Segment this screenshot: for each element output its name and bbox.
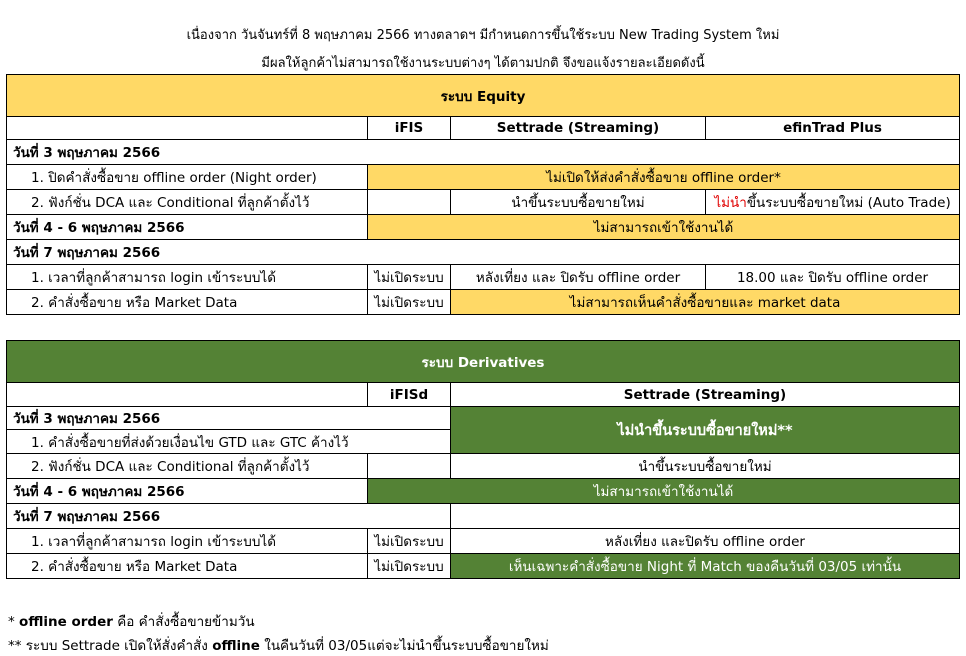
equity-date-1: วันที่ 3 พฤษภาคม 2566: [7, 140, 960, 165]
derivatives-date-2: วันที่ 4 - 6 พฤษภาคม 2566: [7, 479, 368, 504]
derivatives-row3-value: หลังเที่ยง และปิดรับ offline order: [451, 529, 960, 554]
equity-row3-settrade: หลังเที่ยง และ ปิดรับ offline order: [451, 265, 706, 290]
derivatives-date-3: วันที่ 7 พฤษภาคม 2566: [7, 504, 451, 529]
derivatives-row4-label: 2. คำสั่งซื้อขาย หรือ Market Data: [7, 554, 368, 579]
equity-row4-label: 2. คำสั่งซื้อขาย หรือ Market Data: [7, 290, 368, 315]
equity-row2-efintrad-red: ไม่นำ: [714, 195, 747, 211]
footnote-2-bold: offline: [212, 638, 260, 654]
footnote-1: [8, 610, 255, 632]
equity-date-3: วันที่ 7 พฤษภาคม 2566: [7, 240, 960, 265]
derivatives-row3-label: 1. เวลาที่ลูกค้าสามารถ login เข้าระบบได้: [7, 529, 368, 554]
derivatives-row2-value: นำขึ้นระบบซื้อขายใหม่: [451, 454, 960, 479]
equity-header-settrade: Settrade (Streaming): [451, 117, 706, 140]
derivatives-row12-value: ไม่นำขึ้นระบบซื้อขายใหม่**: [451, 407, 960, 454]
equity-row3-label: 1. เวลาที่ลูกค้าสามารถ login เข้าระบบได้: [7, 265, 368, 290]
derivatives-table: [6, 340, 960, 579]
equity-header-efintrad: efinTrad Plus: [706, 117, 960, 140]
derivatives-header-settrade: Settrade (Streaming): [451, 383, 960, 407]
intro-line-1: เนื่องจาก วันจันทร์ที่ 8 พฤษภาคม 2566 ทางตลาดฯ มีกำหนดการขึ้นใช้ระบบ New Trading System ใหม่: [186, 28, 780, 43]
derivatives-row4-value: เห็นเฉพาะคำสั่งซื้อขาย Night ที่ Match ของคืนวันที่ 03/05 เท่านั้น: [451, 554, 960, 579]
derivatives-date3-blank: [451, 504, 960, 529]
equity-date2-value: ไม่สามารถเข้าใช้งานได้: [368, 215, 960, 240]
footnote-1-rest: คือ คำสั่งซื้อขายข้ามวัน: [112, 614, 255, 630]
equity-row2-settrade: นำขึ้นระบบซื้อขายใหม่: [451, 190, 706, 215]
footnote-2-rest: ในคืนวันที่ 03/05แต่จะไม่นำขึ้นระบบซื้อขายใหม่: [259, 638, 549, 654]
equity-row2-efintrad: [706, 190, 960, 215]
footnote-1-bold: offline order: [19, 614, 113, 630]
equity-row4-value: ไม่สามารถเห็นคำสั่งซื้อขายและ market data: [451, 290, 960, 315]
derivatives-header-ifisd: iFISd: [368, 383, 451, 407]
footnote-2-prefix: ** ระบบ Settrade เปิดให้สั่งคำสั่ง: [8, 638, 213, 654]
derivatives-title: ระบบ Derivatives: [7, 341, 960, 383]
footnote-2: [8, 634, 549, 656]
equity-row3-efintrad: 18.00 และ ปิดรับ offline order: [706, 265, 960, 290]
derivatives-row1-label: 1. คำสั่งซื้อขายที่ส่งด้วยเงื่อนไข GTD และ GTC ค้างไว้: [7, 430, 451, 454]
footnote-1-prefix: *: [8, 614, 20, 630]
equity-table: [6, 74, 960, 315]
equity-row1-value: ไม่เปิดให้ส่งคำสั่งซื้อขาย offline order*: [368, 165, 960, 190]
equity-row3-ifis: ไม่เปิดระบบ: [368, 265, 451, 290]
equity-row2-efintrad-rest: ขึ้นระบบซื้อขายใหม่ (Auto Trade): [746, 195, 951, 211]
equity-row1-label: 1. ปิดคำสั่งซื้อขาย offline order (Night order): [7, 165, 368, 190]
equity-row4-ifis: ไม่เปิดระบบ: [368, 290, 451, 315]
equity-date-2: วันที่ 4 - 6 พฤษภาคม 2566: [7, 215, 368, 240]
equity-row2-label: 2. ฟังก์ชั่น DCA และ Conditional ที่ลูกค้าตั้งไว้: [7, 190, 368, 215]
equity-row2-ifis: [368, 190, 451, 215]
derivatives-row2-ifisd: [368, 454, 451, 479]
derivatives-date-1: วันที่ 3 พฤษภาคม 2566: [7, 407, 451, 430]
equity-header-ifis: iFIS: [368, 117, 451, 140]
derivatives-row2-label: 2. ฟังก์ชั่น DCA และ Conditional ที่ลูกค้าตั้งไว้: [7, 454, 368, 479]
equity-header-blank: [7, 117, 368, 140]
derivatives-row3-ifisd: ไม่เปิดระบบ: [368, 529, 451, 554]
intro-line-2: มีผลให้ลูกค้าไม่สามารถใช้งานระบบต่างๆ ได้ตามปกติ จึงขอแจ้งรายละเอียดดังนี้: [261, 56, 705, 71]
derivatives-date2-value: ไม่สามารถเข้าใช้งานได้: [368, 479, 960, 504]
derivatives-header-blank: [7, 383, 368, 407]
derivatives-row4-ifisd: ไม่เปิดระบบ: [368, 554, 451, 579]
equity-title: ระบบ Equity: [7, 75, 960, 117]
